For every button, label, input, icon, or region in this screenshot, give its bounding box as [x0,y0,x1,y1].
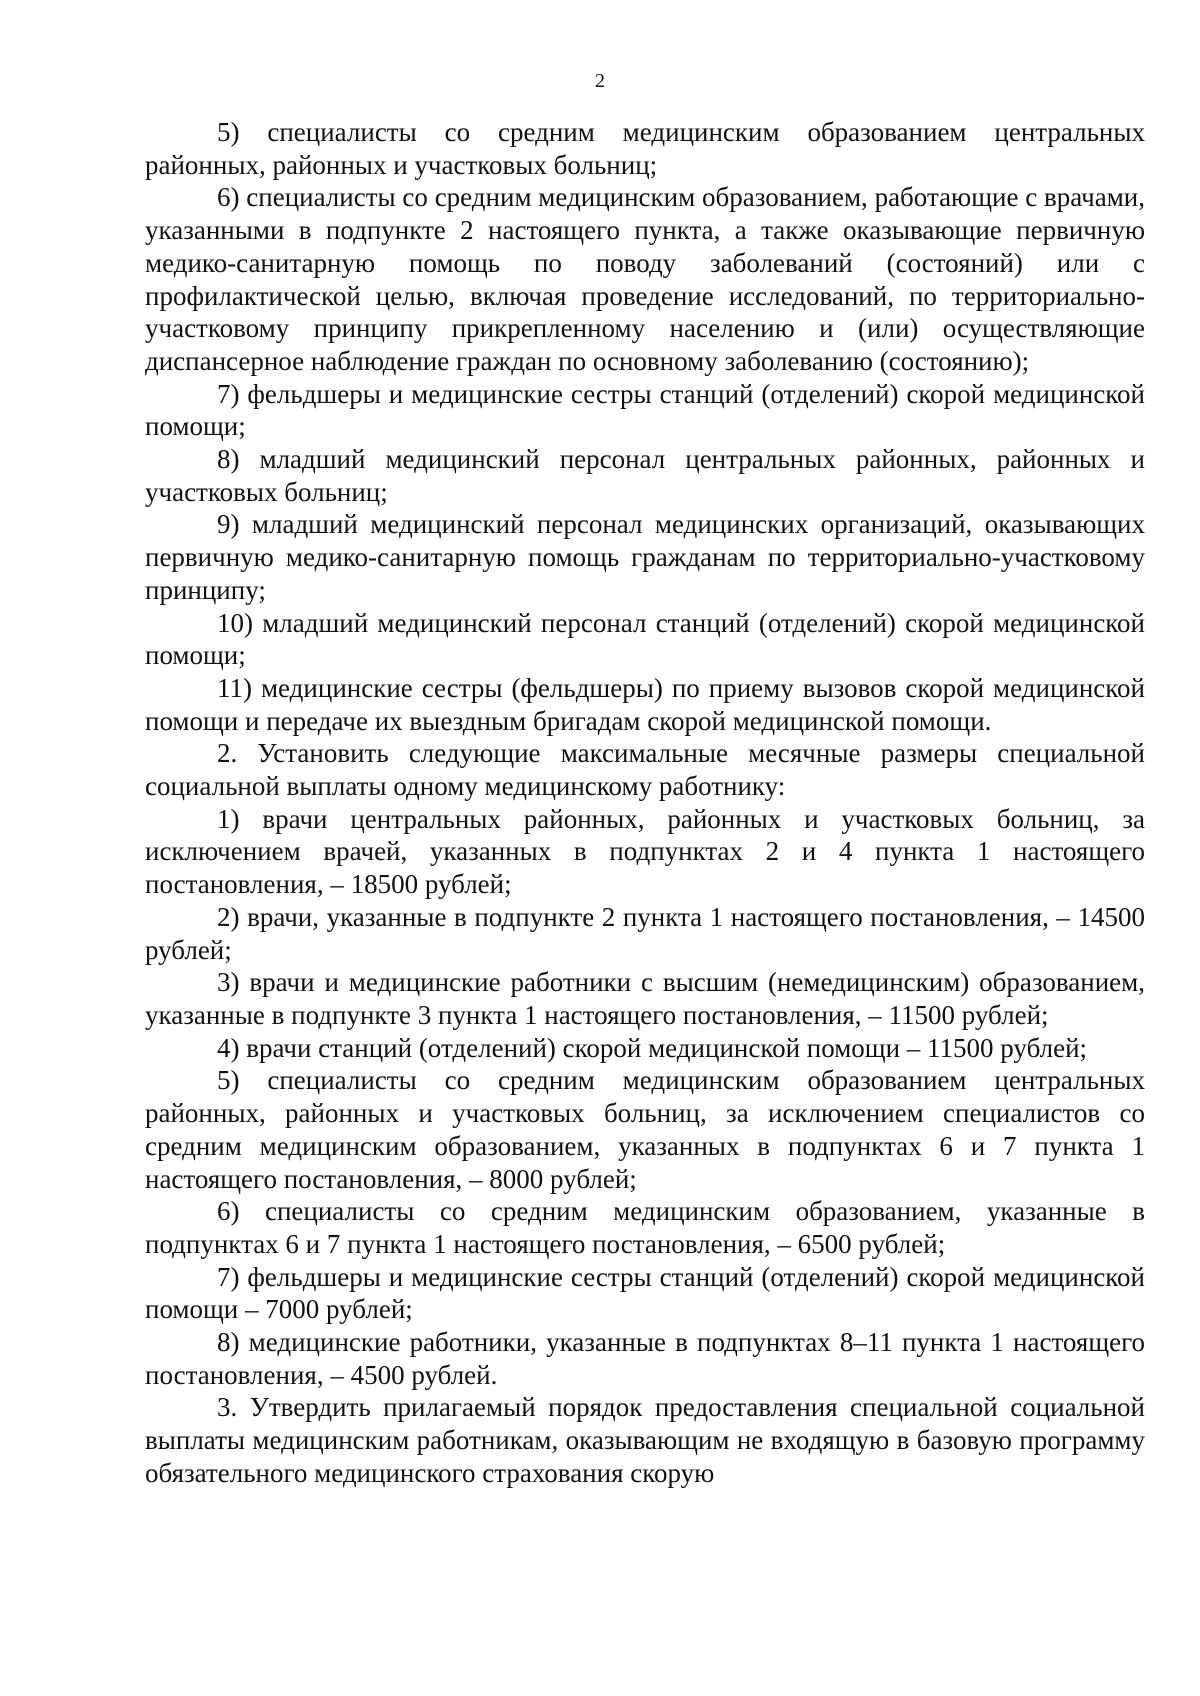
paragraph: 7) фельдшеры и медицинские сестры станций (отделений) скорой медицинской помощи – 7000 рублей; [145,1261,1145,1325]
paragraph: 2) врачи, указанные в подпункте 2 пункта 1 настоящего постановления, – 14500 рублей; [145,901,1145,965]
paragraph: 8) медицинские работники, указанные в подпунктах 8–11 пункта 1 настоящего постановления, – 4500 рублей. [145,1327,1145,1390]
paragraph: 6) специалисты со средним медицинским образованием, работающие с врачами, указанными в подпункте 2 настоящего пункта, а также оказывающие первичную медико-санитарную помощь по поводу заболеваний (состояний) или с профилактической целью, включая проведение исследований, по территориально-участковому принципу прикрепленному населению и (или) осуществляющие диспансерное наблюдение граждан по основному заболеванию (состоянию); [145,182,1145,376]
paragraph: 5) специалисты со средним медицинским образованием центральных районных, районных и участковых больниц, за исключением специалистов со средним медицинским образованием, указанных в подпунктах 6 и 7 пункта 1 настоящего постановления, – 8000 рублей; [145,1065,1145,1194]
paragraph: 9) младший медицинский персонал медицинских организаций, оказывающих первичную медико-санитарную помощь гражданам по территориально-участковому принципу; [145,509,1145,605]
paragraph: 6) специалисты со средним медицинским образованием, указанные в подпунктах 6 и 7 пункта 1 настоящего постановления, – 6500 рублей; [145,1196,1145,1259]
paragraph: 11) медицинские сестры (фельдшеры) по приему вызовов скорой медицинской помощи и передаче их выездным бригадам скорой медицинской помощи. [145,672,1145,736]
paragraph: 3. Утвердить прилагаемый порядок предоставления специальной социальной выплаты медицинским работникам, оказывающим не входящую в базовую программу обязательного медицинского страхования скорую [145,1392,1145,1488]
paragraph: 7) фельдшеры и медицинские сестры станций (отделений) скорой медицинской помощи; [145,378,1145,442]
paragraph: 5) специалисты со средним медицинским образованием центральных районных, районных и участковых больниц; [145,117,1145,180]
document-body [145,116,1145,1490]
paragraph: 3) врачи и медицинские работники с высшим (немедицинским) образованием, указанные в подпункте 3 пункта 1 настоящего постановления, – 11500 рублей; [145,967,1145,1030]
paragraph: 2. Установить следующие максимальные месячные размеры специальной социальной выплаты одному медицинскому работнику: [145,738,1145,802]
paragraph: 8) младший медицинский персонал центральных районных, районных и участковых больниц; [145,444,1145,507]
page-number: 2 [595,70,605,92]
paragraph: 10) младший медицинский персонал станций (отделений) скорой медицинской помощи; [145,607,1145,671]
paragraph: 4) врачи станций (отделений) скорой медицинской помощи – 11500 рублей; [217,1032,1088,1063]
paragraph: 1) врачи центральных районных, районных и участковых больниц, за исключением врачей, указанных в подпунктах 2 и 4 пункта 1 настоящего постановления, – 18500 рублей; [145,803,1145,900]
